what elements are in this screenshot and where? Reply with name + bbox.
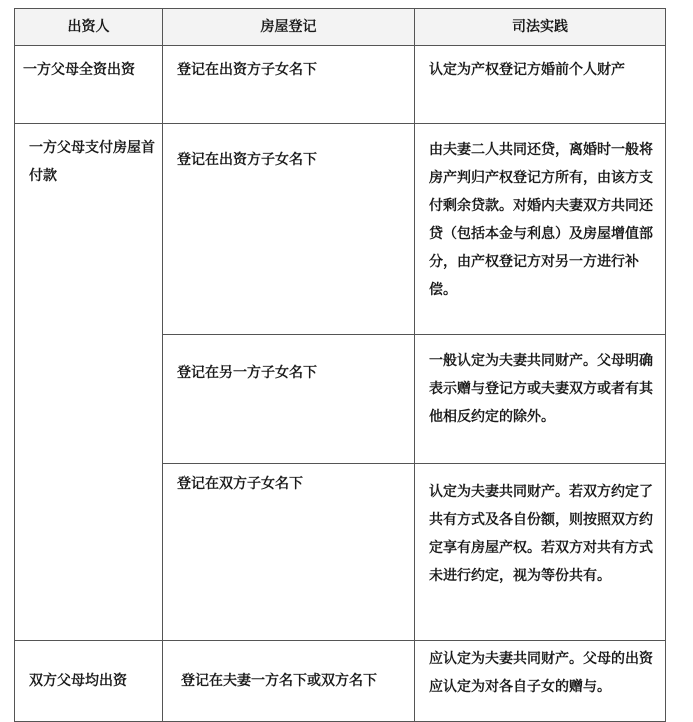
registration-text: 登记在出资方子女名下 — [177, 62, 317, 78]
practice-text: 认定为产权登记方婚前个人财产 — [429, 62, 625, 78]
cell-registration — [163, 124, 415, 335]
practice-text: 认定为夫妻共同财产。若双方约定了共有方式及各自份额，则按照双方约定享有房屋产权。若双方对共有方式未进行约定，视为等份共有。 — [429, 484, 653, 584]
practice-text: 一般认定为夫妻共同财产。父母明确表示赠与登记方或夫妻双方或者有其他相反约定的除外。 — [429, 353, 653, 425]
cell-registration — [163, 335, 415, 464]
funder-text: 一方父母全资出资 — [23, 62, 135, 78]
practice-text: 应认定为夫妻共同财产。父母的出资应认定为对各自子女的赠与。 — [429, 651, 653, 695]
header-funder: 出资人 — [15, 9, 163, 46]
cell-funder — [15, 46, 163, 124]
registration-text: 登记在夫妻一方名下或双方名下 — [181, 673, 377, 689]
table-row — [15, 641, 666, 722]
cell-registration — [163, 464, 415, 641]
cell-practice — [415, 641, 666, 722]
property-table — [14, 8, 666, 722]
cell-practice — [415, 464, 666, 641]
funder-text: 双方父母均出资 — [29, 673, 127, 689]
table-header-row — [15, 9, 666, 46]
registration-text: 登记在双方子女名下 — [177, 476, 303, 492]
registration-text: 登记在出资方子女名下 — [177, 152, 317, 168]
cell-practice — [415, 46, 666, 124]
practice-text: 由夫妻二人共同还贷，离婚时一般将房产判归产权登记方所有，由该方支付剩余贷款。对婚内夫妻双方共同还贷（包括本金与利息）及房屋增值部分，由产权登记方对另一方进行补偿。 — [429, 142, 653, 298]
cell-registration — [163, 641, 415, 722]
funder-text: 一方父母支付房屋首付款 — [29, 140, 155, 184]
cell-practice — [415, 335, 666, 464]
header-practice: 司法实践 — [415, 9, 666, 46]
table-row — [15, 46, 666, 124]
cell-funder — [15, 641, 163, 722]
header-registration: 房屋登记 — [163, 9, 415, 46]
cell-funder — [15, 124, 163, 641]
registration-text: 登记在另一方子女名下 — [177, 365, 317, 381]
table-row — [15, 124, 666, 335]
cell-registration — [163, 46, 415, 124]
cell-practice — [415, 124, 666, 335]
